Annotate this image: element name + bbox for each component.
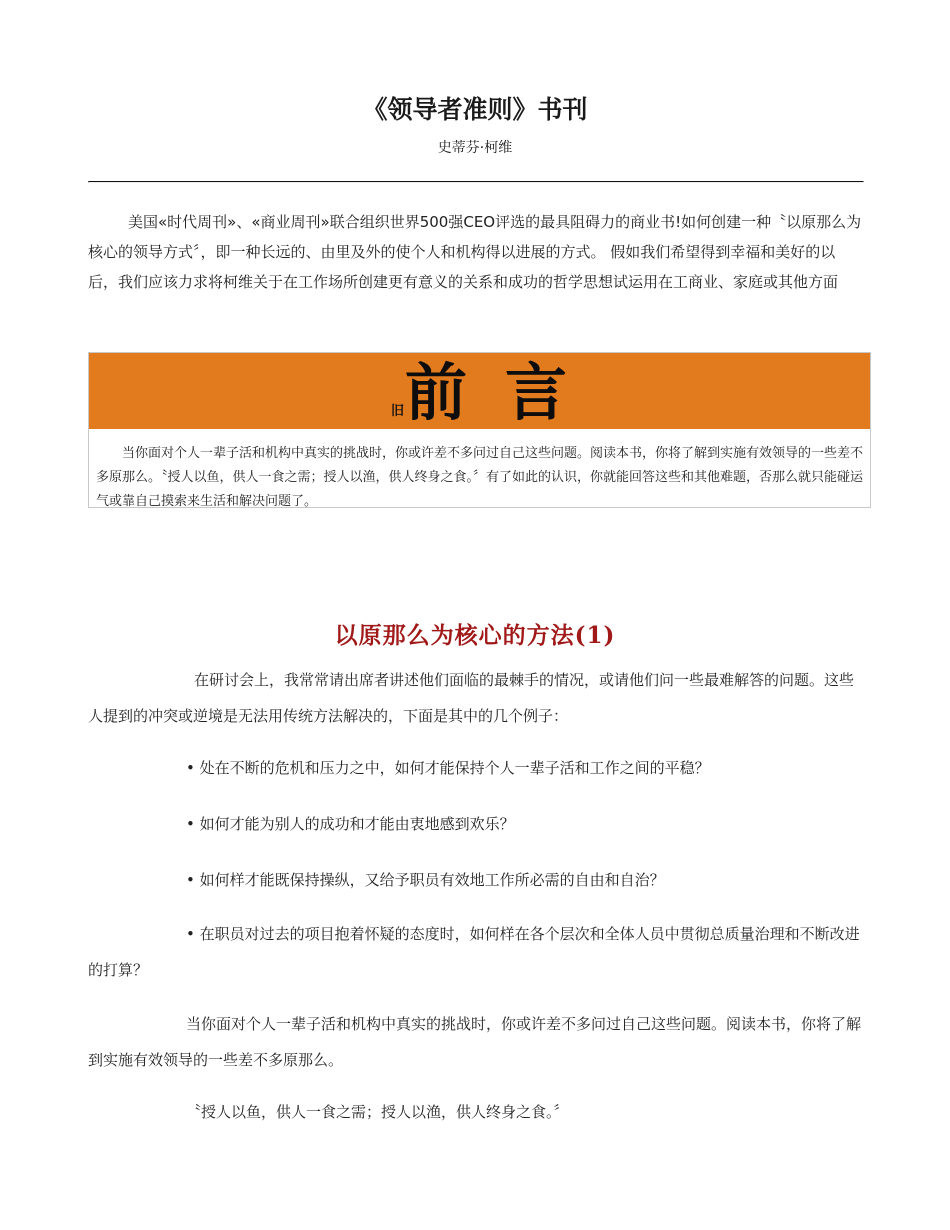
preface-mark: 旧 bbox=[391, 404, 405, 419]
preface-banner bbox=[89, 353, 870, 429]
author-name: 史蒂芬·柯维 bbox=[437, 140, 513, 156]
bullet-item-3: • 如何样才能既保持操纵，又给予职员有效地工作所必需的自由和自治？ bbox=[186, 871, 665, 889]
section-paragraph-1: 在研讨会上，我常常请出席者讲述他们面临的最棘手的情况，或请他们问一些最难解答的问题。这些人提到的冲突或逆境是无法用传统方法解决的，下面是其中的几个例子： bbox=[88, 671, 855, 725]
section-quote: 〝授人以鱼，供人一食之需；授人以渔，供人终身之食。〞 bbox=[186, 1103, 569, 1121]
preface-box bbox=[88, 352, 871, 508]
preface-text: 当你面对个人一辈子活和机构中真实的挑战时，你或许差不多问过自己这些问题。阅读本书，你将了解到实施有效领导的一些差不多原那么。〝授人以鱼，供人一食之需；授人以渔，供人终身之食。〞有了如此的认识，你就能回答这些和其他难题，否那么就只能碰运气或靠自己摸索来生活和解决问题了。 bbox=[96, 446, 864, 509]
section-title: 以原那么为核心的方法(1) bbox=[334, 622, 616, 649]
document-title: 《领导者准则》书刊 bbox=[362, 95, 588, 124]
section-paragraph-2: 当你面对个人一辈子活和机构中真实的挑战时，你或许差不多问过自己这些问题。阅读本书，你将了解到实施有效领导的一些差不多原那么。 bbox=[88, 1015, 862, 1069]
intro-paragraph: 美国«时代周刊»、«商业周刊»联合组织世界500强CEO评选的最具阻碍力的商业书!如何创建一种〝以原那么为核心的领导方式〞，即一种长远的、由里及外的使个人和机构得以进展的方式。 假如我们希望得到幸福和美好的以后，我们应该力求将柯维关于在工作场所创建更有意义的关系和成功的哲学思想试运用在工商业、家庭或其他方面 bbox=[88, 213, 862, 291]
bullet-item-2: • 如何才能为别人的成功和才能由衷地感到欢乐？ bbox=[186, 815, 515, 833]
bullet-item-4: • 在职员对过去的项目抱着怀疑的态度时，如何样在各个层次和全体人员中贯彻总质量治理和不断改进的打算？ bbox=[88, 925, 860, 979]
title-divider bbox=[88, 181, 864, 183]
preface-heading: 前言 bbox=[405, 356, 606, 429]
bullet-item-1: • 处在不断的危机和压力之中，如何才能保持个人一辈子活和工作之间的平稳？ bbox=[186, 759, 710, 777]
